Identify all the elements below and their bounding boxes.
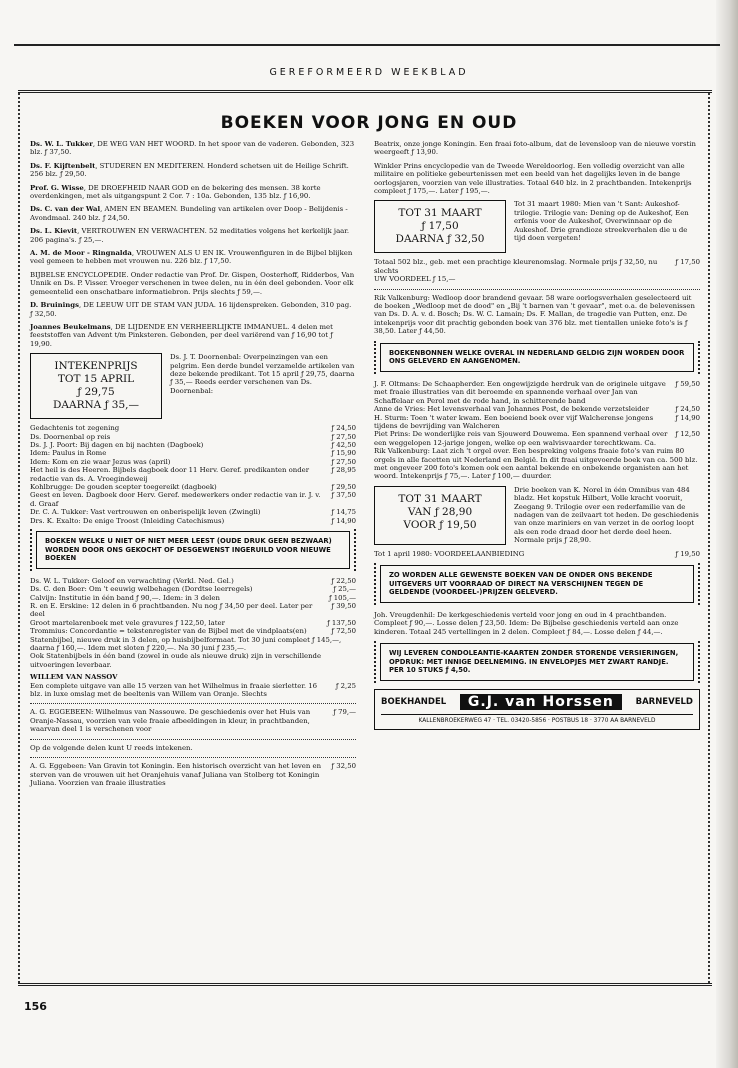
list-item xyxy=(30,594,356,602)
book-description: , DE LEEUW UIT DE STAM VAN JUDA. 16 lijdenspreken. Gebonden, 310 pag. ƒ 32,50. xyxy=(30,301,352,318)
book-entry xyxy=(30,249,356,266)
norel-block xyxy=(374,486,700,545)
list-item-price: ƒ 72,50 xyxy=(331,627,356,636)
winkler-entry: Winkler Prins encyclopedie van de Tweede Wereldoorlog. Een volledig overzicht van alle militaire en politieke gebeurtenissen met een beeld van het dagelijks leven in de bange oorlogsjaren, voorzien van vele illustraties. Totaal 640 blz. in 2 prachtbanden. Intekenprijs compleet ƒ 175,—. Later ƒ 195,—. xyxy=(374,161,692,196)
norel-offer-item xyxy=(374,550,700,558)
logo-left-text: BOEKHANDEL xyxy=(381,696,447,707)
book-author: Ds. L. Kievit xyxy=(30,227,78,236)
list-item-price: ƒ 24,50 xyxy=(675,405,700,414)
book-entry xyxy=(30,301,356,318)
sant-total-text: Totaal 502 blz., geb. met een prachtige kleurenomslag. Normale prijs ƒ 32,50, nu slechts xyxy=(374,258,658,275)
list-item-price: ƒ 14,90 xyxy=(331,516,356,525)
norel-text: Drie boeken van K. Norel in één Omnibus van 484 bladz. Het kopstuk Hilbert, Volle kracht vooruit, Zeegang 9. Trilogie over een rederfamilie van de nadagen van de zeilvaart tot heden. De geschiedenis van onze mariniers en van verzet in de oorlog loopt als een rode draad door het derde deel heen. Normale prijs ƒ 28,90. xyxy=(514,485,699,545)
box-line: TOT 15 APRIL xyxy=(57,373,135,386)
book-description: , VROUWEN ALS U EN IK. Vrouwenfiguren in de Bijbel blijken veel gemeen te hebben met vrouwen nu. 226 blz. ƒ 17,50. xyxy=(30,249,353,266)
list-item xyxy=(374,430,700,447)
doornenbal-block xyxy=(30,353,356,419)
logo-row xyxy=(381,694,693,710)
box-line: VAN ƒ 28,90 xyxy=(407,505,473,518)
notice-publishers-text: ZO WORDEN ALLE GEWENSTE BOEKEN VAN DE ONDER ONS BEKENDE UITGEVERS UIT VOORRAAD OF DIRECT NA VERSCHIJNEN TEGEN DE GELDENDE (VOORDEEL-)PRIJZEN GELEVERD. xyxy=(380,565,694,603)
book-entry xyxy=(30,205,356,222)
box-line: TOT 31 MAART xyxy=(398,492,482,505)
book-author: Ds. F. Kijftenbelt xyxy=(30,161,96,170)
sant-text: Tot 31 maart 1980: Mien van 't Sant: Aukeshof-trilogie. Trilogie van: Dening op de Aukeshof, Een erfenis voor de Aukeshof, Overwinnaar op de Aukeshof. Drie grandioze streekverhalen die u de tijd doen vergeten! xyxy=(514,200,689,243)
box-line: VOOR ƒ 19,50 xyxy=(403,518,477,531)
list-item-text: Idem: Paulus in Rome xyxy=(30,449,107,458)
book-author: Ds. C. van der Wal xyxy=(30,205,101,214)
sant-price: ƒ 17,50 xyxy=(675,258,700,267)
subscription-price-box xyxy=(30,353,162,419)
list-item xyxy=(30,433,356,441)
notice-old-books xyxy=(30,529,356,571)
list-item-text: Calvijn: Institutie in één band ƒ 90,—. Idem: in 3 delen xyxy=(30,593,220,602)
list-item-text: H. Sturm: Toen 't water kwam. Een boeiend boek over vijf Walcherense jongens tijdens de bevrijding van Walcheren xyxy=(374,413,654,430)
list-item-price: ƒ 28,95 xyxy=(331,466,356,475)
eggebeen-price-2: ƒ 32,50 xyxy=(331,762,356,771)
list-item xyxy=(30,483,356,491)
list-item-text: Dr. C. A. Tukker: Vast vertrouwen en onberispelijk leven (Zwingli) xyxy=(30,508,261,517)
list-item-text: Ds. Doornenbal op reis xyxy=(30,432,111,441)
list-item xyxy=(30,517,356,525)
list-item-text: Ds. J. J. Poort: Bij dagen en bij nachten (Dagboek) xyxy=(30,440,204,449)
list-item-price: ƒ 22,50 xyxy=(331,576,356,585)
list-item-text: Statenbijbel, nieuwe druk in 3 delen, op huisbijbelformaat. Tot 30 juni compleet ƒ 145,—, daarna ƒ 160,—. Idem met sloten ƒ 220,—. Na 30 juni ƒ 235,—. xyxy=(30,635,342,653)
book-description: , VERTROUWEN EN VERWACHTEN. 52 meditaties volgens het kerkelijk jaar. 206 pagina's. ƒ 25,—. xyxy=(30,227,350,244)
book-price-list xyxy=(30,424,356,525)
box-line: DAARNA ƒ 35,— xyxy=(52,399,140,412)
nassov-text: Een complete uitgave van alle 15 verzen van het Wilhelmus in fraaie sierletter. 16 blz. in luxe omslag met de beeltenis van Willem van Oranje. Slechts xyxy=(30,681,318,699)
list-item xyxy=(30,441,356,449)
list-item-price: ƒ 24,50 xyxy=(331,424,356,433)
book-entry xyxy=(30,140,356,157)
list-item-text: Kohlbrugge: De gouden scepter toegereikt (dagboek) xyxy=(30,482,217,491)
list-item xyxy=(30,424,356,432)
sant-total-item xyxy=(374,258,700,275)
left-column xyxy=(30,140,356,792)
notice-publishers xyxy=(374,563,700,605)
list-item-text: Groot martelarenboek met vele gravures ƒ 122,50, later xyxy=(30,618,225,627)
norel-offer-price: ƒ 19,50 xyxy=(675,549,700,558)
book-description: , DE LIJDENDE EN VERHEERLIJKTE IMMANUEL. 4 delen met feeststoffen van Advent t/m Pinksteren. Gebonden, per deel variërend van ƒ 16,90 tot ƒ 19,90. xyxy=(30,322,333,348)
list-item-price: ƒ 25,— xyxy=(333,585,356,594)
notice-condolence-text: WIJ LEVEREN CONDOLEANTIE-KAARTEN ZONDER STORENDE VERSIERINGEN, OPDRUK: MET INNIGE DEELNEMING. IN ENVELOPJES MET ZWART RANDJE. PER 10 STUKS ƒ 4,50. xyxy=(380,643,694,681)
order-line: Op de volgende delen kunt U reeds intekenen. xyxy=(30,743,193,752)
list-item xyxy=(30,458,356,466)
book-description: , STUDEREN EN MEDITEREN. Honderd schetsen uit de Heilige Schrift. 256 blz. ƒ 29,50. xyxy=(30,161,349,179)
list-item-price: ƒ 39,50 xyxy=(331,602,356,610)
eggebeen-text-2: A. G. Eggebeen: Van Gravin tot Koningin. Een historisch overzicht van het leven en sterven van de vrouwen uit het Oranjehuis vanaf Juliana van Stolberg tot Koningin Juliana. Voorzien van fraaie illustraties xyxy=(30,762,322,787)
list-item-price: ƒ 15,90 xyxy=(331,449,356,458)
notice-vouchers xyxy=(374,341,700,374)
list-item-price: ƒ 29,50 xyxy=(331,482,356,491)
list-item-text: Ds. W. L. Tukker: Geloof en verwachting (Verkl. Ned. Gel.) xyxy=(30,576,234,585)
box-line: ƒ 17,50 xyxy=(421,220,459,233)
eggebeen-text-1: A. G. EGGEBEEN: Wilhelmus van Nassouwe. De geschiedenis over het Huis van Oranje-Nassau, voorzien van vele fraaie afbeeldingen in kleur, in prachtbanden, waarvan deel 1 is verschenen voor xyxy=(30,708,311,734)
list-item xyxy=(30,602,356,619)
list-item xyxy=(30,577,356,585)
list-item xyxy=(30,636,356,653)
book-entry xyxy=(30,271,356,296)
vreugdenhil-entry: Joh. Vreugdenhil: De kerkgeschiedenis verteld voor jong en oud in 4 prachtbanden. Compleet ƒ 90,—. Losse delen ƒ 23,50. Idem: De Bijbelse geschiedenis verteld aan onze kinderen. Totaal 245 vertellingen in 2 delen. Compleet ƒ 84,—. Losse delen ƒ 44,—. xyxy=(374,610,679,636)
box-line: INTEKENPRIJS xyxy=(54,360,138,373)
list-item xyxy=(30,652,356,669)
logo-address: KALLENBROEKERWEG 47 · TEL. 03420-5856 · POSTBUS 18 · 3770 AA BARNEVELD xyxy=(381,714,693,725)
notice-vouchers-text: BOEKENBONNEN WELKE OVERAL IN NEDERLAND GELDIG ZIJN WORDEN DOOR ONS GELEVERD EN AANGENOMEN. xyxy=(380,343,694,372)
divider xyxy=(30,757,356,758)
right-column xyxy=(374,140,700,730)
doornenbal-text: Ds. J. T. Doornenbal: Overpeinzingen van een pelgrim. Een derde bundel verzamelde artikelen van deze bekende predikant. Tot 15 april ƒ 29,75, daarna ƒ 35,— Reeds eerder verschenen van Ds. Doornenbal: xyxy=(170,353,355,395)
valkenburg-entry-1: Rik Valkenburg: Wedloop door brandend gevaar. 58 ware oorlogsverhalen geselecteerd uit de boeken „Wedloop met de dood" en „Bij 't barnen van 't gevaar", met o.a. de belevenissen van Ds. D. A. v. d. Bosch; Ds. W. C. Lamain; Ds. F. Mallan, de tragedie van Putten, enz. De intekenprijs voor dit prachtig gebonden boek van 376 blz. met tientallen unieke foto's is ƒ 38,50. Later ƒ 44,50. xyxy=(374,293,695,336)
list-item xyxy=(374,380,700,405)
list-item-text: J. F. Oltmans: De Schaapherder. Een ongewijzigde herdruk van de originele uitgave met fraaie illustraties van dit beroemde en spannende verhaal over Jan van Schaffelaar en Perol met de rode hand, in schitterende band xyxy=(374,379,666,405)
book-entry xyxy=(30,184,356,201)
logo-name: G.J. van Horssen xyxy=(460,694,622,710)
list-item-price: ƒ 27,50 xyxy=(331,432,356,441)
youth-books-list xyxy=(374,380,700,447)
binding-edge xyxy=(716,0,738,1068)
book-author: Prof. G. Wisse xyxy=(30,183,84,192)
list-item-price: ƒ 14,90 xyxy=(675,413,700,422)
beatrix-entry: Beatrix, onze jonge Koningin. Een fraai foto-album, dat de levensloop van de nieuwe vorstin weergeeft ƒ 13,90. xyxy=(374,140,696,157)
box-line: ƒ 29,75 xyxy=(77,386,115,399)
book-description: BIJBELSE ENCYCLOPEDIE. Onder redactie van Prof. Dr. Gispen, Oosterhoff, Ridderbos, Van Unnik en Ds. P. Visser. Vroeger verschenen in twee delen, nu in één deel gebonden. Voor elk gemeentelid een onschatbare informatiebron. Prijs slechts ƒ 59,—. xyxy=(30,270,355,296)
list-item xyxy=(30,449,356,457)
list-item-text: Idem: Kom en zie waar Jezus was (april) xyxy=(30,457,171,466)
sant-block xyxy=(374,200,700,253)
classic-books-list xyxy=(30,577,356,669)
nassov-price: ƒ 2,25 xyxy=(335,681,356,690)
norel-offer-text: Tot 1 april 1980: VOORDEELAANBIEDING xyxy=(374,549,525,558)
list-item xyxy=(30,619,356,627)
list-item xyxy=(30,585,356,593)
list-item-text: Piet Prins: De wonderlijke reis van Sjouwerd Douwema. Een spannend verhaal over een weggelopen 12-jarige jongen, welke op een walvisvaarder terechtkwam. Ca. xyxy=(374,430,668,447)
list-item-text: Trommius: Concordantie = tekstenregister van de Bijbel met de vindplaats(en) xyxy=(30,627,307,636)
nassov-heading: WILLEM VAN NASSOV xyxy=(30,673,118,682)
book-entry xyxy=(30,227,356,244)
book-description: , DE DROEFHEID NAAR GOD en de bekering des mensen. 38 korte overdenkingen, met als uitgangspunt 2 Cor. 7 : 10a. Gebonden, 135 blz. ƒ 16,90. xyxy=(30,183,321,201)
list-item xyxy=(30,466,356,483)
page-number: 156 xyxy=(24,1000,47,1013)
top-rule xyxy=(14,44,720,46)
list-item-price: ƒ 14,75 xyxy=(331,508,356,517)
list-item-text: Het heil is des Heeren. Bijbels dagboek door 11 Herv. Geref. predikanten onder redactie van ds. A. Vroegindeweij xyxy=(30,466,310,483)
list-item-text: R. en E. Erskine: 12 delen in 6 prachtbanden. Nu nog ƒ 34,50 per deel. Later per deel xyxy=(30,602,313,619)
list-item xyxy=(30,508,356,516)
list-item-price: ƒ 59,50 xyxy=(675,379,700,388)
book-author: D. Bruinings xyxy=(30,301,79,310)
book-author: Joannes Beukelmans xyxy=(30,322,111,331)
list-item-price: ƒ 37,50 xyxy=(331,491,356,500)
list-item-text: Drs. K. Exalto: De enige Troost (Inleiding Catechismus) xyxy=(30,516,225,525)
divider xyxy=(30,739,356,740)
sant-advantage: UW VOORDEEL ƒ 15,— xyxy=(374,275,456,284)
list-item-text: Anne de Vries: Het levensverhaal van Johannes Post, de bekende verzetsleider xyxy=(374,405,650,414)
book-description: , DE WEG VAN HET WOORD. In het spoor van de vaderen. Gebonden, 323 blz. ƒ 37,50. xyxy=(30,140,355,157)
valkenburg-entry-2: Rik Valkenburg: Laat zich 't orgel over. Een bespreking volgens fraaie foto's van ruim 80 orgels in alle facetten uit Nederland en België. In dit fraai uitgevoerde boek van ca. 500 blz. met ongeveer 200 foto's komen ook een aantal bekende en onbekende organisten aan het woord. Intekenprijs ƒ 75,—. Later ƒ 100,— duurder. xyxy=(374,447,698,481)
book-entry xyxy=(30,162,356,179)
book-description: , AMEN EN BEAMEN. Bundeling van artikelen over Doop - Belijdenis - Avondmaal. 240 blz. ƒ 24,50. xyxy=(30,205,348,222)
list-item xyxy=(30,627,356,635)
list-item-text: Ook Statenbijbels in één band (zowel in oude als nieuwe druk) zijn in verschillende uitvoeringen leverbaar. xyxy=(30,652,322,669)
sant-price-box xyxy=(374,200,506,253)
norel-price-box xyxy=(374,486,506,545)
box-line: DAARNA ƒ 32,50 xyxy=(395,233,485,246)
list-item-price: ƒ 42,50 xyxy=(331,440,356,449)
eggebeen-item-1 xyxy=(30,708,356,733)
running-header: GEREFORMEERD WEEKBLAD xyxy=(269,67,469,78)
bookshop-logo xyxy=(374,689,700,730)
book-entry xyxy=(30,323,356,348)
book-author: Ds. W. L. Tukker xyxy=(30,140,93,148)
box-line: TOT 31 MAART xyxy=(398,207,482,220)
list-item xyxy=(374,405,700,413)
list-item-text: Ds. C. den Boer: Om 't eeuwig welbehagen (Dordtse leerregels) xyxy=(30,585,253,594)
divider xyxy=(374,289,700,290)
list-item-price: ƒ 105,— xyxy=(329,593,356,602)
advert-title: BOEKEN VOOR JONG EN OUD xyxy=(220,113,518,133)
notice-condolence-cards xyxy=(374,641,700,683)
eggebeen-item-2 xyxy=(30,762,356,787)
book-author: A. M. de Moor - Ringnalda xyxy=(30,249,132,258)
list-item-text: Gedachtenis tot zegening xyxy=(30,424,120,433)
list-item xyxy=(374,414,700,431)
divider xyxy=(30,703,356,704)
list-item-price: ƒ 137,50 xyxy=(327,618,356,627)
left-entries xyxy=(30,140,356,348)
list-item-price: ƒ 27,50 xyxy=(331,457,356,466)
nassov-item xyxy=(30,682,356,699)
list-item xyxy=(30,491,356,508)
list-item-price: ƒ 12,50 xyxy=(675,430,700,439)
logo-right-text: BARNEVELD xyxy=(635,696,693,707)
list-item-text: Geest en leven. Dagboek door Herv. Geref. medewerkers onder redactie van ir. J. v. d. Graaf xyxy=(30,491,321,508)
eggebeen-price-1: ƒ 79,— xyxy=(333,708,356,717)
notice-old-books-text: BOEKEN WELKE U NIET OF NIET MEER LEEST (OUDE DRUK GEEN BEZWAAR) WORDEN DOOR ONS GEKOCHT OF DESGEWENST INGERUILD VOOR NIEUWE BOEKEN xyxy=(36,531,350,569)
